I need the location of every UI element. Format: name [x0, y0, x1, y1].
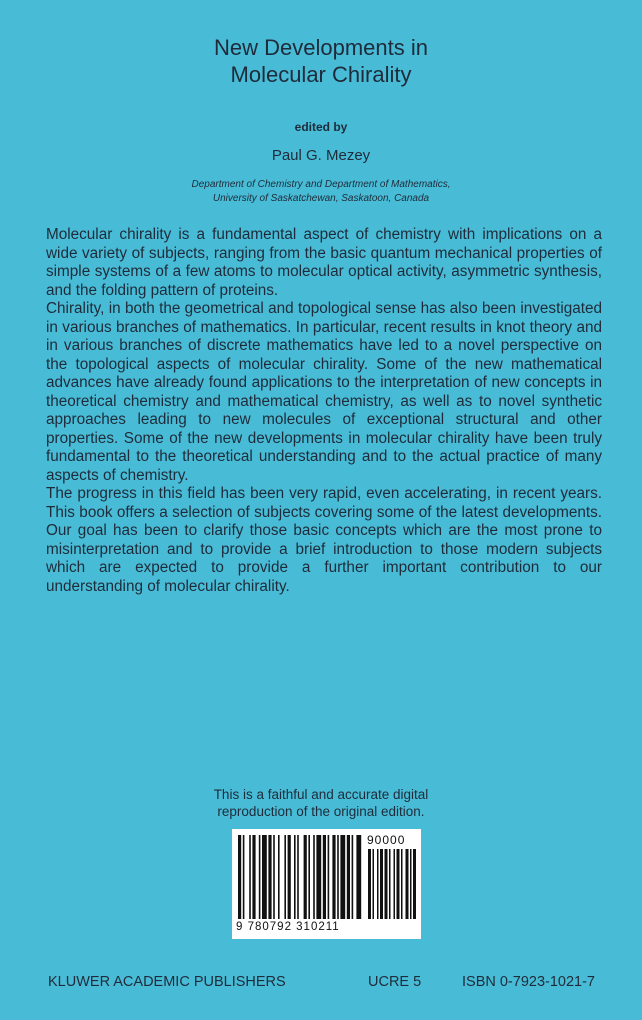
barcode-bar — [252, 835, 255, 919]
barcode-digits: 9 780792 310211 — [236, 921, 340, 933]
barcode-bar — [352, 835, 354, 919]
barcode-bar — [304, 835, 307, 919]
barcode-addon-bar — [368, 849, 371, 919]
barcode-bar — [323, 835, 326, 919]
reproduction-note — [0, 786, 642, 820]
isbn-barcode — [232, 829, 421, 939]
barcode-bar — [337, 835, 339, 919]
barcode-bar — [273, 835, 275, 919]
editor-name: Paul G. Mezey — [271, 147, 371, 164]
barcode-bar — [238, 835, 241, 919]
barcode-bar — [313, 835, 315, 919]
reproduction-note-line-2: reproduction of the original edition. — [217, 804, 425, 819]
barcode-addon-bar — [410, 849, 412, 919]
barcode-addon-bar — [389, 849, 391, 919]
barcode-bar — [356, 835, 361, 919]
barcode-addon-digits: 90000 — [367, 833, 406, 847]
barcode-addon-bar — [397, 849, 400, 919]
edited-by-label: edited by — [294, 120, 348, 134]
barcode-bar — [288, 835, 291, 919]
barcode-addon-bar — [380, 849, 383, 919]
barcode-bar — [268, 835, 271, 919]
barcode-bar — [340, 835, 345, 919]
barcode-addon-bar — [377, 849, 379, 919]
barcode-bar — [328, 835, 330, 919]
affiliation-line-1: Department of Chemistry and Department of Mathematics, — [191, 179, 451, 190]
barcode-bar — [284, 835, 286, 919]
book-title — [0, 34, 642, 88]
barcode-addon-bar — [413, 849, 416, 919]
description-paragraph-2: Chirality, in both the geometrical and topological sense has also been investigated in various branches of mathematics. In particular, recent results in knot theory and in various branches of discrete mathematics have led to a novel perspective on the topological aspects of molecular chirality. Some of the new mathematical advances have already found applications to the interpretation of new concepts in theoretical chemistry and mathematical chemistry, as well as to novel synthetic approaches leading to new molecules of exceptional structural and other properties. Some of the new developments in molecular chirality have been truly fundamental to the theoretical understanding and to the actual practice of many aspects of chemistry. — [46, 300, 602, 484]
barcode-bar — [297, 835, 299, 919]
catalog-code: UCRE 5 — [368, 974, 422, 990]
barcode-bar — [259, 835, 261, 919]
barcode-bar — [347, 835, 350, 919]
description-paragraph-3: The progress in this field has been very rapid, even accelerating, in recent years. This book offers a selection of subjects covering some of the latest developments. Our goal has been to clarify those basic concepts which are the most prone to misinterpretation and to provide a brief introduction to those modern subjects which are expected to provide a further important contribution to our understanding of molecular chirality. — [46, 485, 602, 595]
barcode-addon-bar — [373, 849, 375, 919]
isbn-number: ISBN 0-7923-1021-7 — [462, 974, 595, 990]
reproduction-note-line-1: This is a faithful and accurate digital — [213, 787, 429, 802]
barcode-bar — [249, 835, 251, 919]
barcode-bar — [308, 835, 310, 919]
barcode-bar — [316, 835, 321, 919]
title-line-2: Molecular Chirality — [230, 62, 412, 87]
description-paragraph-1: Molecular chirality is a fundamental aspect of chemistry with implications on a wide variety of subjects, ranging from the basic quantum mechanical properties of simple systems of a few atoms to molecular optical activity, asymmetric synthesis, and the folding pattern of proteins. — [46, 226, 602, 299]
barcode-addon-bar — [394, 849, 396, 919]
barcode-bar — [332, 835, 335, 919]
barcode-addon-bar — [385, 849, 388, 919]
title-line-1: New Developments in — [214, 35, 428, 60]
barcode-bar — [278, 835, 280, 919]
barcode-addon-bar — [406, 849, 409, 919]
barcode-addon-bar — [401, 849, 403, 919]
editor-affiliation — [0, 178, 642, 206]
affiliation-line-2: University of Saskatchewan, Saskatoon, Canada — [212, 193, 430, 204]
barcode-bar — [294, 835, 296, 919]
book-description — [46, 226, 602, 596]
barcode-bar — [243, 835, 245, 919]
publisher-name: KLUWER ACADEMIC PUBLISHERS — [48, 974, 286, 990]
barcode-bar — [262, 835, 267, 919]
